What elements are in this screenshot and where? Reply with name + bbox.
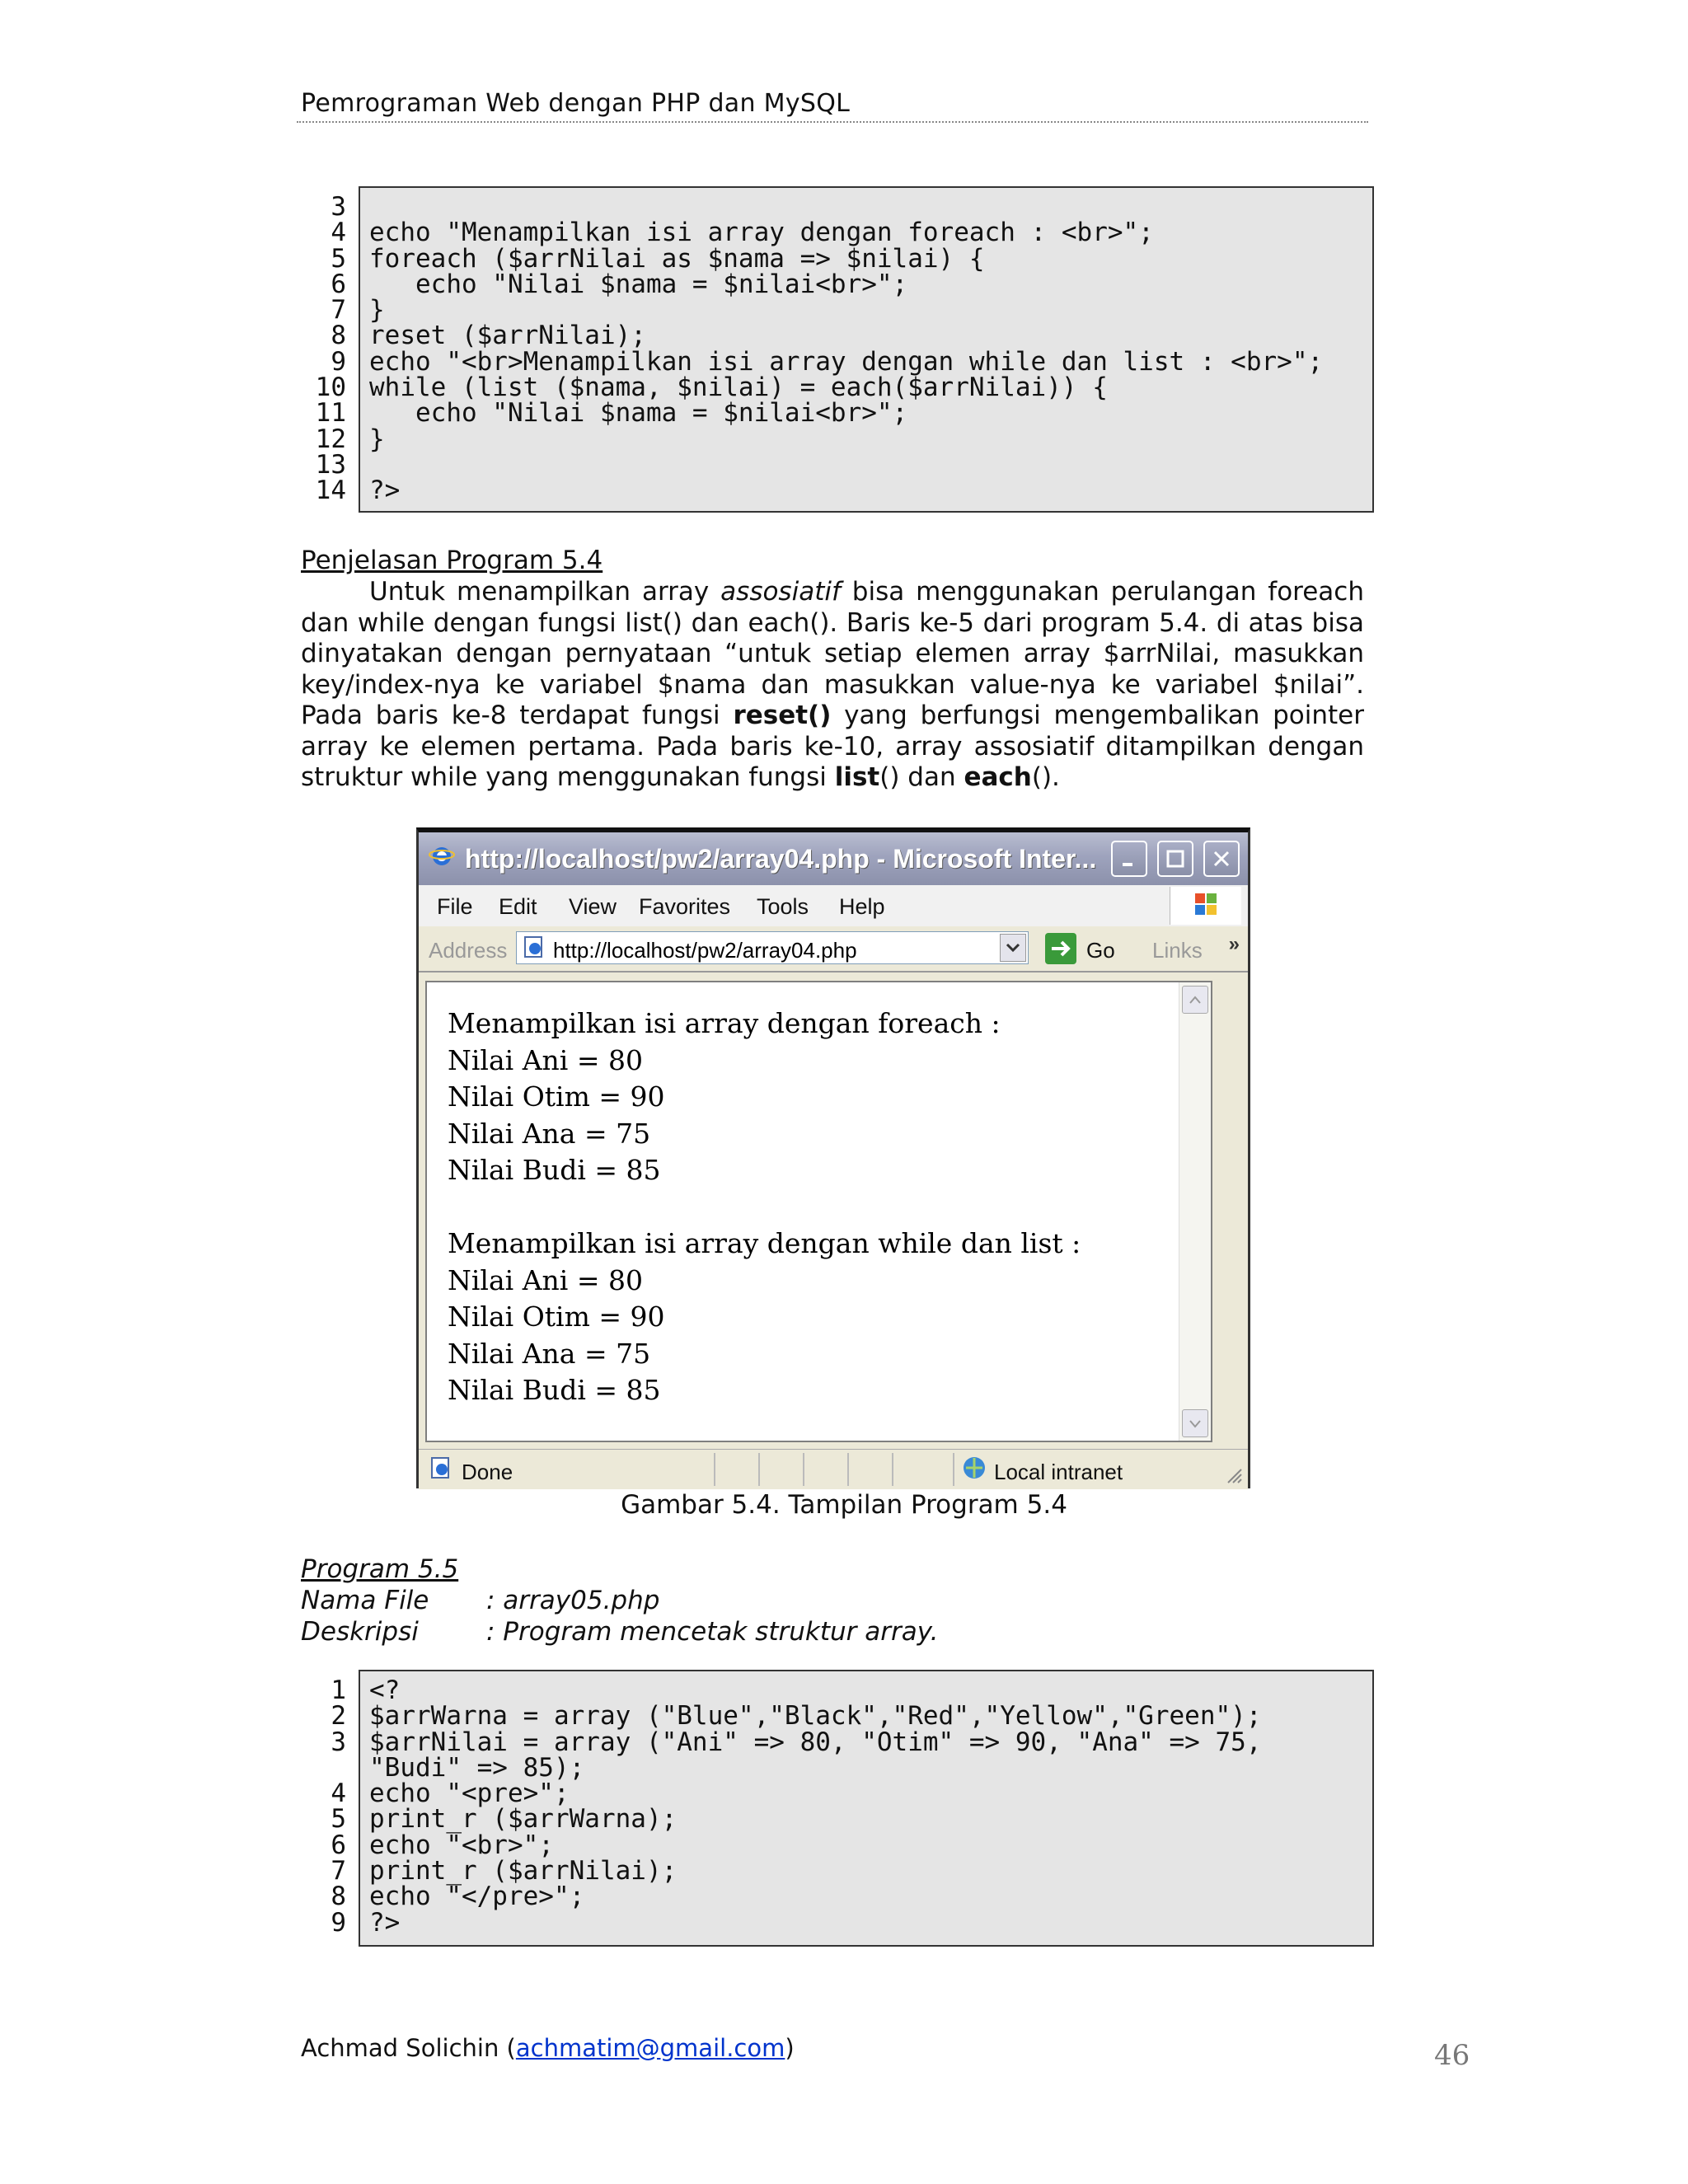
menu-bar [419,885,1248,927]
line-number: 11 [315,398,346,429]
line-number: 8 [331,1882,346,1912]
line-number: 10 [315,373,346,403]
line-number: 5 [331,1804,346,1835]
status-divider [714,1453,715,1486]
text-run: (). [1031,762,1060,792]
address-label: Address [429,938,508,963]
maximize-button[interactable] [1157,841,1193,877]
line-number: 4 [331,1779,346,1809]
code-line: foreach ($arrNilai as $nama => $nilai) { [369,243,985,274]
line-number: 3 [331,1727,346,1757]
line-number: 14 [315,476,346,506]
menu-view[interactable]: View [569,894,617,919]
local-intranet-icon [959,1455,989,1483]
close-button[interactable] [1203,841,1240,877]
author-email-link[interactable]: achmatim@gmail.com [515,2034,785,2062]
go-arrow-icon [1045,933,1076,964]
line-number: 9 [331,1907,346,1938]
code-line: } [369,424,385,454]
code-line: print_r ($arrNilai); [369,1856,678,1886]
minimize-button[interactable] [1111,841,1147,877]
url-text: http://localhost/pw2/array04.php [553,938,857,963]
address-bar [419,926,1248,972]
output-line: Nilai Otim = 90 [448,1301,665,1333]
code-line: ?> [369,476,401,506]
text-run: ) [785,2034,795,2062]
address-input[interactable] [516,931,1029,964]
line-number: 4 [331,218,346,248]
code-line: } [369,295,385,326]
code-line: echo "<br>Menampilkan isi array dengan while dan list : <br>"; [369,346,1324,377]
output-line: Nilai Ana = 75 [448,1337,651,1370]
line-number: 13 [315,449,346,480]
internet-explorer-icon [429,842,455,869]
line-number: 1 [331,1675,346,1705]
status-divider [953,1453,954,1486]
text-run: bisa menggunakan perulangan foreach dan while dengan fungsi list() dan each(). Baris ke-5 dari program 5.4. di atas bisa dinyatakan dengan pernyataan “untuk setiap elemen array $arrNilai, masukkan key/index-nya ke variabel $nama dan masukkan value-nya ke variabel $nilai”. Pada baris ke-8 terdapat fungsi [301,577,1364,730]
links-toolbar[interactable]: Links [1152,938,1203,963]
more-chevron-icon[interactable]: » [1228,933,1240,955]
code-line: echo "<br>"; [369,1830,554,1860]
status-divider [847,1453,849,1486]
output-line: Menampilkan isi array dengan foreach : [448,1007,1001,1039]
code-lines [369,1675,1262,1938]
line-number: 5 [331,243,346,274]
menu-edit[interactable]: Edit [499,894,537,919]
chevron-down-icon [1183,1410,1207,1436]
close-icon [1212,849,1231,869]
page-done-icon [429,1456,453,1481]
header-divider [297,121,1368,123]
line-number: 7 [331,295,346,326]
code-line: $arrWarna = array ("Blue","Black","Red","Yellow","Green"); [369,1701,1262,1732]
status-bar [419,1449,1248,1489]
line-number: 7 [331,1856,346,1886]
line-number: 9 [331,346,346,377]
text-run: Untuk menampilkan array [369,577,721,607]
menu-favorites[interactable]: Favorites [639,894,731,919]
text-run: () dan [879,762,964,792]
bold-term: each [964,762,1032,792]
line-numbers [301,194,346,504]
window-title: http://localhost/pw2/array04.php - Microsoft Inter... [465,844,1097,874]
author-name: Achmad Solichin ( [301,2034,516,2062]
menu-help[interactable]: Help [839,894,885,919]
code-line: "Budi" => 85); [369,1752,585,1783]
line-number: 8 [331,321,346,351]
code-line: while (list ($nama, $nilai) = each($arrNilai)) { [369,373,1108,403]
figure-caption: Gambar 5.4. Tampilan Program 5.4 [621,1490,1067,1520]
output-line: Nilai Otim = 90 [448,1080,665,1113]
section-title-penjelasan: Penjelasan Program 5.4 [301,546,603,575]
line-number: 6 [331,1830,346,1860]
code-line: ?> [369,1907,401,1938]
code-line: <? [369,1675,401,1705]
code-line: reset ($arrNilai); [369,321,646,351]
scroll-up-button[interactable] [1182,986,1208,1014]
file-name-value: : array05.php [486,1586,660,1615]
status-divider [758,1453,760,1486]
code-line [369,194,1323,220]
chevron-up-icon [1183,987,1207,1013]
bold-term: reset() [733,701,832,730]
file-name-label: Nama File [301,1586,429,1615]
output-line: Nilai Ani = 80 [448,1263,643,1296]
program-title-text: Program 5.5 [301,1554,459,1584]
windows-logo [1170,887,1241,925]
go-button[interactable] [1045,933,1115,964]
chevron-down-icon [1001,935,1025,961]
code-line: $arrNilai = array ("Ani" => 80, "Otim" => 90, "Ana" => 75, [369,1727,1262,1757]
resize-grip-icon[interactable] [1225,1466,1243,1484]
windows-flag-icon [1170,887,1241,925]
output-line: Nilai Ani = 80 [448,1043,643,1076]
italic-term: assosiatif [720,577,841,607]
title-bar [419,832,1248,885]
line-number: 2 [331,1701,346,1732]
vertical-scrollbar[interactable] [1179,982,1211,1441]
description-label: Deskripsi [301,1617,419,1647]
menu-tools[interactable]: Tools [757,894,809,919]
code-lines [369,194,1323,504]
output-line: Nilai Budi = 85 [448,1154,661,1186]
line-number: 12 [315,424,346,454]
code-line: echo "Menampilkan isi array dengan foreach : <br>"; [369,218,1154,248]
scroll-down-button[interactable] [1182,1409,1208,1437]
line-number [301,1755,346,1781]
status-divider [803,1453,804,1486]
output-line: Nilai Budi = 85 [448,1374,661,1406]
code-line: echo "</pre>"; [369,1882,585,1912]
maximize-icon [1165,849,1185,869]
output-line: Nilai Ana = 75 [448,1117,651,1150]
output-line: Menampilkan isi array dengan while dan list : [448,1227,1081,1259]
running-header: Pemrograman Web dengan PHP dan MySQL [301,89,851,118]
file-name-row [301,1586,1372,1619]
code-line [369,452,1323,478]
minimize-icon [1119,849,1139,869]
rendered-output [448,1005,1081,1409]
description-row [301,1617,1372,1650]
line-numbers [301,1675,346,1938]
code-line: echo "<pre>"; [369,1779,570,1809]
browser-window [416,827,1250,1488]
page-number: 46 [1434,2039,1470,2072]
security-zone: Local intranet [994,1460,1123,1484]
page-viewport [425,981,1212,1442]
program-title [301,1554,1372,1587]
line-number: 6 [331,269,346,299]
description-value: : Program mencetak struktur array. [486,1617,939,1647]
line-number: 3 [331,192,346,222]
footer-author [301,2034,795,2062]
code-line: echo "Nilai $nama = $nilai<br>"; [369,269,908,299]
status-text: Done [462,1460,513,1484]
go-label: Go [1086,938,1115,963]
output-line [448,1189,1081,1226]
status-divider [892,1453,893,1486]
menu-file[interactable]: File [437,894,473,919]
code-line: echo "Nilai $nama = $nilai<br>"; [369,398,908,429]
code-line: print_r ($arrWarna); [369,1804,678,1835]
explanation-paragraph [301,577,1364,794]
address-dropdown-button[interactable] [1000,934,1026,962]
page-icon [522,935,546,960]
text-run: yang berfungsi mengembalikan pointer array ke elemen pertama. Pada baris ke-10, array assosiatif ditampilkan dengan struktur while yang menggunakan fungsi [301,701,1364,792]
bold-term: list [834,762,880,792]
